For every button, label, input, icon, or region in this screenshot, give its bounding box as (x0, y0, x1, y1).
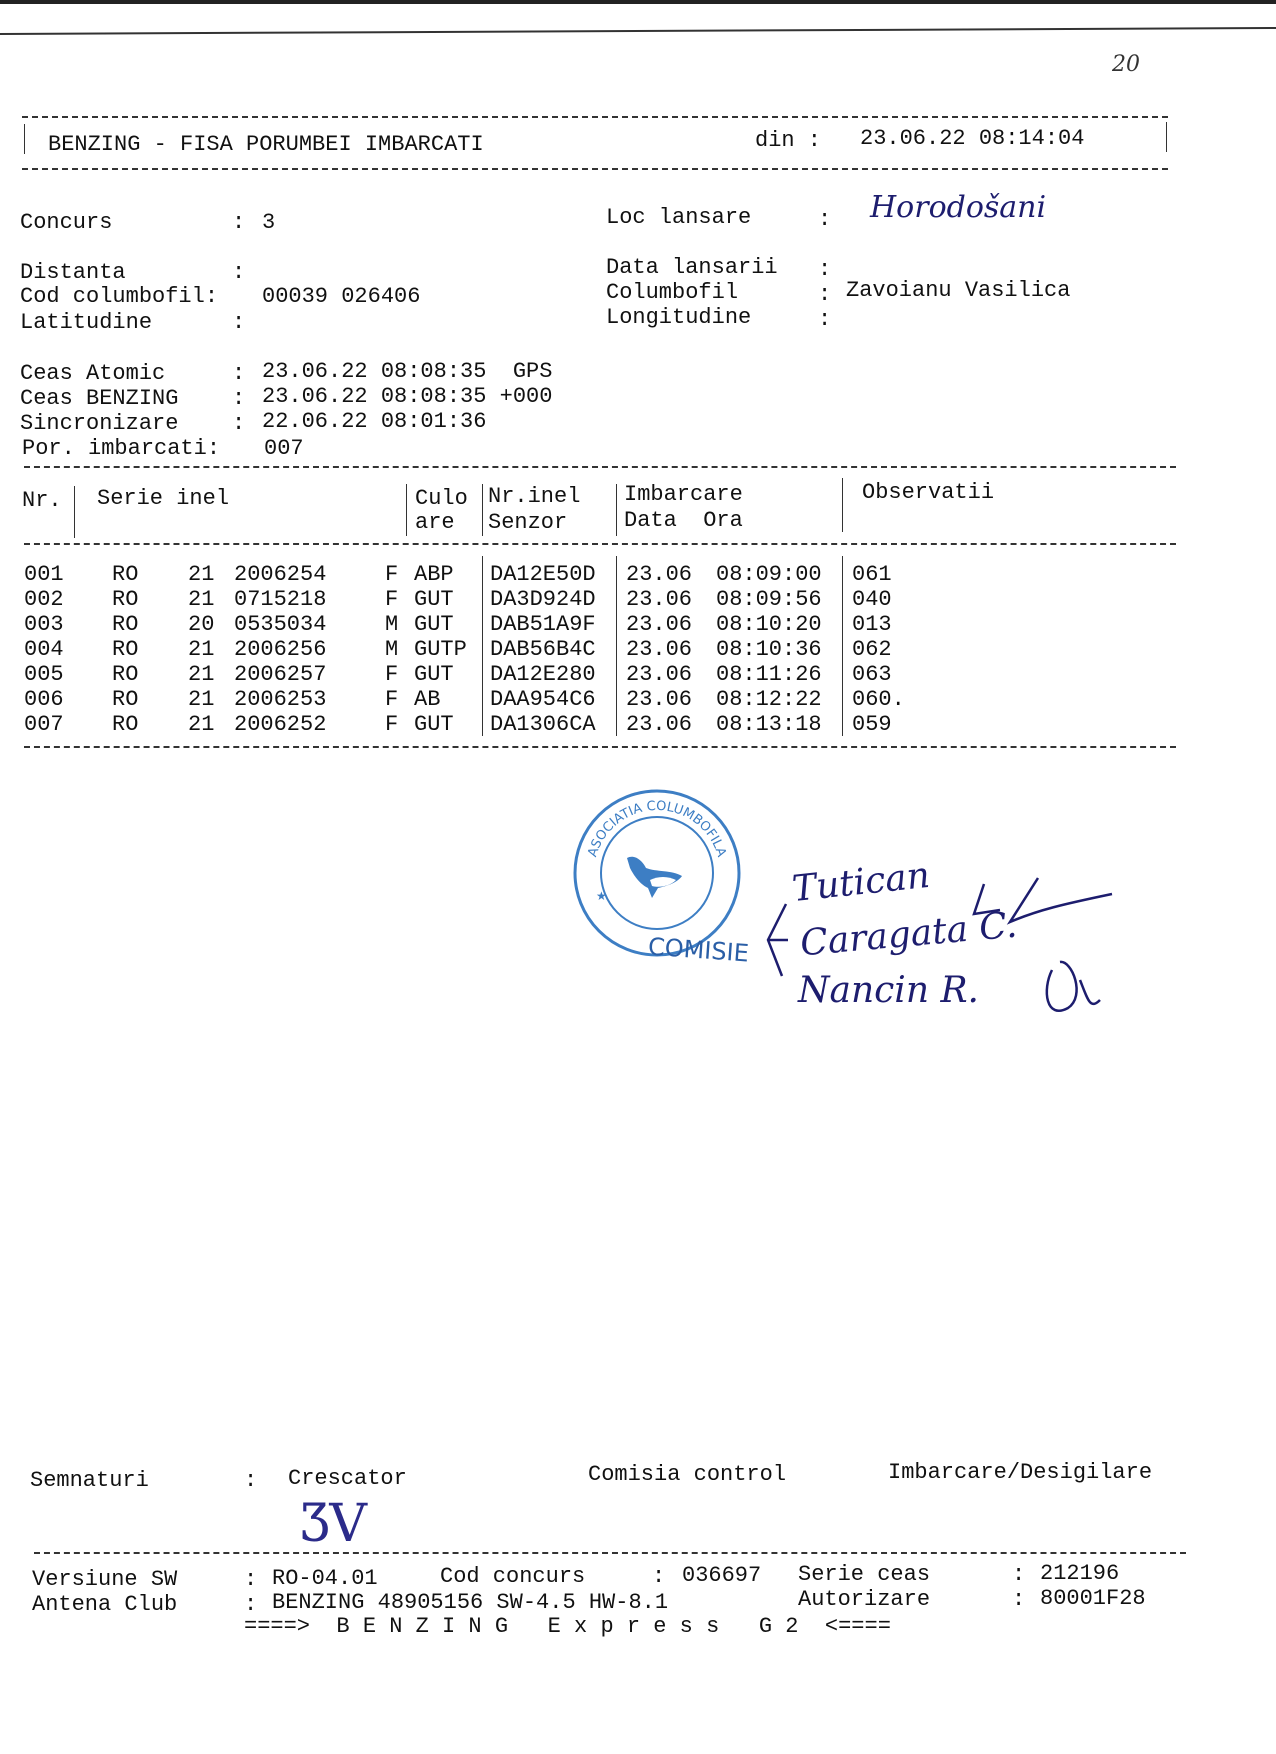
cell-nr: 002 (24, 587, 64, 612)
versiune-colon: : (244, 1567, 258, 1592)
cell-tara: RO (112, 662, 139, 687)
cell-sex: M (385, 637, 399, 662)
serie-ceas-value: 212196 (1040, 1561, 1120, 1586)
th-imbarcare-2: Data Ora (624, 508, 743, 533)
cell-tara: RO (112, 687, 139, 712)
cell-tara: RO (112, 612, 139, 637)
sincronizare-label: Sincronizare (20, 411, 179, 436)
ceas-benzing-value: 23.06.22 08:08:35 +000 (262, 384, 553, 409)
col-sep (406, 484, 407, 536)
cell-culoare: GUT (414, 712, 454, 737)
header-left-bar (24, 124, 25, 154)
sincronizare-value: 22.06.22 08:01:36 (262, 409, 487, 434)
handwritten-signature-marks (960, 850, 1130, 1030)
antena-value: BENZING 48905156 SW-4.5 HW-8.1 (272, 1590, 669, 1615)
cell-obs: 059 (852, 712, 892, 737)
cell-tara: RO (112, 587, 139, 612)
pigeon-icon (627, 857, 682, 898)
comisia-label: Comisia control (588, 1462, 787, 1487)
cell-ora: 08:11:26 (716, 662, 822, 687)
col-sep (842, 556, 843, 736)
cell-tara: RO (112, 562, 139, 587)
autorizare-label: Autorizare (798, 1587, 931, 1612)
cell-nr: 007 (24, 712, 64, 737)
cell-data: 23.06 (626, 662, 693, 687)
footer-rule (34, 1552, 1186, 1554)
cell-obs: 060. (852, 687, 905, 712)
serie-ceas-label: Serie ceas (798, 1562, 931, 1587)
col-sep (616, 556, 617, 736)
distanta-colon: : (232, 260, 246, 285)
cell-an: 21 (188, 712, 215, 737)
cell-ora: 08:09:56 (716, 587, 822, 612)
cell-inel: 2006252 (234, 712, 327, 737)
page-number: 20 (1112, 52, 1140, 77)
cell-senzor: DA3D924D (490, 587, 596, 612)
cell-inel: 2006254 (234, 562, 327, 587)
ceas-atomic-colon: : (232, 361, 246, 386)
cell-data: 23.06 (626, 562, 693, 587)
cell-inel: 0715218 (234, 587, 327, 612)
cell-culoare: GUT (414, 662, 454, 687)
concurs-value: 3 (262, 210, 276, 235)
cell-nr: 006 (24, 687, 64, 712)
header-top-rule (22, 116, 1168, 118)
table-bottom-rule (24, 746, 1176, 748)
ceas-atomic-label: Ceas Atomic (20, 361, 166, 386)
por-imbarcati-label: Por. imbarcati: (22, 436, 221, 461)
th-nr: Nr. (22, 488, 62, 513)
th-culoare-1: Culo (415, 486, 468, 511)
stamp-text: ASOCIATIA COLUMBOFILA (585, 798, 729, 859)
distanta-label: Distanta (20, 260, 126, 285)
scan-top-edge (0, 0, 1276, 36)
commission-name-1: Tutican (790, 854, 932, 911)
cell-sex: F (385, 587, 399, 612)
th-imbarcare-1: Imbarcare (624, 482, 743, 507)
cell-data: 23.06 (626, 637, 693, 662)
cell-senzor: DAB51A9F (490, 612, 596, 637)
col-sep (482, 484, 483, 536)
semnaturi-colon: : (244, 1468, 258, 1493)
header-din-value: 23.06.22 08:14:04 (860, 126, 1085, 151)
cell-sex: F (385, 662, 399, 687)
col-sep (842, 478, 843, 532)
col-sep (616, 484, 617, 536)
th-observatii: Observatii (862, 480, 995, 505)
cell-ora: 08:10:36 (716, 637, 822, 662)
cod-columbofil-label: Cod columbofil: (20, 284, 219, 309)
cell-senzor: DAA954C6 (490, 687, 596, 712)
data-lansarii-colon: : (818, 257, 832, 282)
cell-sex: F (385, 687, 399, 712)
cell-sex: M (385, 612, 399, 637)
ceas-atomic-value: 23.06.22 08:08:35 GPS (262, 359, 553, 384)
cell-inel: 2006257 (234, 662, 327, 687)
col-sep (482, 556, 483, 736)
table-top-rule (24, 466, 1176, 468)
cell-culoare: AB (414, 687, 441, 712)
cell-data: 23.06 (626, 712, 693, 737)
longitudine-label: Longitudine (606, 305, 752, 330)
longitudine-colon: : (818, 307, 832, 332)
cell-ora: 08:12:22 (716, 687, 822, 712)
cell-culoare: GUTP (414, 637, 467, 662)
ceas-benzing-label: Ceas BENZING (20, 386, 179, 411)
cell-culoare: GUT (414, 587, 454, 612)
crescator-label: Crescator (288, 1466, 407, 1491)
cell-ora: 08:09:00 (716, 562, 822, 587)
cell-tara: RO (112, 637, 139, 662)
cod-concurs-value: 036697 (682, 1563, 762, 1588)
cell-tara: RO (112, 712, 139, 737)
por-imbarcati-value: 007 (264, 436, 304, 461)
cell-culoare: ABP (414, 562, 454, 587)
bracket-mark (760, 900, 790, 980)
stamp-label: COMISIE (647, 932, 750, 968)
cod-concurs-colon: : (652, 1564, 666, 1589)
ceas-benzing-colon: : (232, 386, 246, 411)
cell-senzor: DA1306CA (490, 712, 596, 737)
cell-data: 23.06 (626, 687, 693, 712)
cell-nr: 003 (24, 612, 64, 637)
loc-lansare-label: Loc lansare (606, 205, 752, 230)
concurs-colon: : (232, 210, 246, 235)
cell-an: 21 (188, 587, 215, 612)
serie-ceas-colon: : (1012, 1562, 1026, 1587)
header-din-label: din : (755, 128, 822, 153)
cell-sex: F (385, 712, 399, 737)
columbofil-label: Columbofil (606, 280, 739, 305)
th-culoare-2: are (415, 510, 455, 535)
cell-obs: 061 (852, 562, 892, 587)
crescator-signature: ƷV (300, 1494, 367, 1554)
col-sep (74, 486, 75, 538)
cell-senzor: DA12E50D (490, 562, 596, 587)
columbofil-value: Zavoianu Vasilica (846, 278, 1071, 303)
autorizare-value: 80001F28 (1040, 1586, 1146, 1611)
cell-inel: 2006253 (234, 687, 327, 712)
cell-ora: 08:13:18 (716, 712, 822, 737)
latitudine-colon: : (232, 310, 246, 335)
cell-an: 21 (188, 637, 215, 662)
antena-colon: : (244, 1592, 258, 1617)
data-lansarii-label: Data lansarii (606, 255, 778, 280)
cell-an: 21 (188, 562, 215, 587)
cell-nr: 001 (24, 562, 64, 587)
cell-an: 21 (188, 687, 215, 712)
cell-nr: 005 (24, 662, 64, 687)
cell-an: 20 (188, 612, 215, 637)
loc-lansare-colon: : (818, 207, 832, 232)
cell-nr: 004 (24, 637, 64, 662)
cell-data: 23.06 (626, 612, 693, 637)
cell-obs: 040 (852, 587, 892, 612)
cell-an: 21 (188, 662, 215, 687)
commission-name-2: Caragata C. (798, 904, 1019, 965)
cell-ora: 08:10:20 (716, 612, 822, 637)
cell-obs: 062 (852, 637, 892, 662)
cell-data: 23.06 (626, 587, 693, 612)
cell-culoare: GUT (414, 612, 454, 637)
th-nr-inel-1: Nr.inel (488, 484, 581, 509)
header-title: BENZING - FISA PORUMBEI IMBARCATI (48, 132, 484, 157)
cell-obs: 063 (852, 662, 892, 687)
antena-label: Antena Club (32, 1592, 178, 1617)
cell-inel: 0535034 (234, 612, 327, 637)
loc-lansare-value: Horodošani (870, 190, 1047, 225)
commission-name-3: Nancin R. (798, 970, 980, 1011)
benzing-banner: ====> B E N Z I N G E x p r e s s G 2 <==== (244, 1614, 891, 1639)
cell-sex: F (385, 562, 399, 587)
star-icon: ★ (596, 889, 607, 903)
semnaturi-label: Semnaturi (30, 1468, 149, 1493)
cell-obs: 013 (852, 612, 892, 637)
cell-senzor: DA12E280 (490, 662, 596, 687)
cell-inel: 2006256 (234, 637, 327, 662)
latitudine-label: Latitudine (20, 310, 153, 335)
sincronizare-colon: : (232, 411, 246, 436)
columbofil-colon: : (818, 282, 832, 307)
versiune-label: Versiune SW (32, 1567, 178, 1592)
concurs-label: Concurs (20, 210, 113, 235)
cod-concurs-label: Cod concurs (440, 1564, 586, 1589)
header-right-bar (1166, 122, 1167, 152)
th-serie-inel: Serie inel (97, 486, 230, 511)
cell-senzor: DAB56B4C (490, 637, 596, 662)
header-bottom-rule (22, 168, 1168, 170)
versiune-value: RO-04.01 (272, 1566, 378, 1591)
cod-columbofil-value: 00039 026406 (262, 284, 421, 309)
th-nr-inel-2: Senzor (488, 510, 568, 535)
table-header-rule (24, 543, 1176, 545)
autorizare-colon: : (1012, 1587, 1026, 1612)
imbarcare-desigilare-label: Imbarcare/Desigilare (888, 1460, 1153, 1485)
